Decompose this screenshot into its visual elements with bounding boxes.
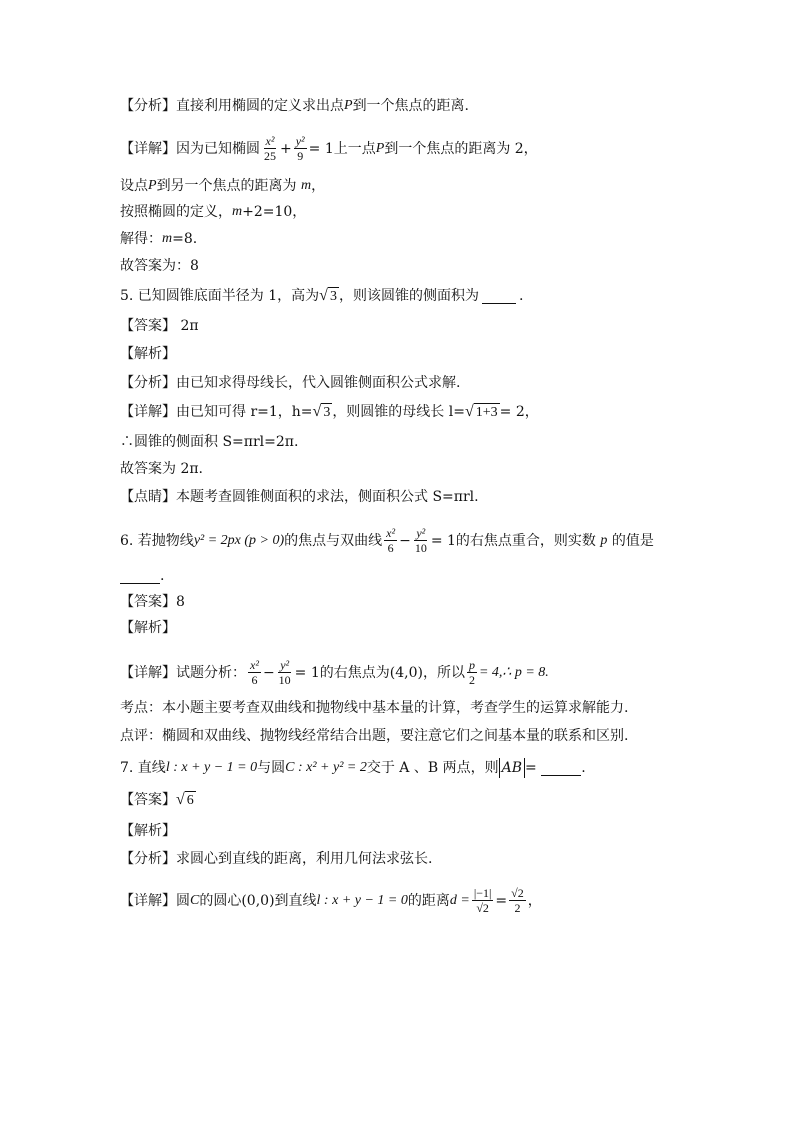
q5-area: ∴圆锥的侧面积 S=πrl=2π. — [120, 434, 299, 450]
q7-detail: 【详解】 圆 C 的圆心 (0,0) 到直线 l : x + y − 1 = 0 的距离 d = $\frac{|-1|}{√2}$ = $\frac{√2}{2}$ ， — [120, 886, 542, 915]
analysis-tag: 【分析】 — [120, 98, 176, 114]
q7-answer: 【答案】 √ 6 — [120, 790, 194, 808]
q5-comment: 【点睛】 本题考查圆锥侧面积的求法，侧面积公式 S=πrl. — [120, 489, 479, 505]
q6-blank-line: . — [120, 566, 164, 586]
q5-detail: 【详解】 由已知可得 r=1，h= √ 3 ，则圆锥的母线长 l= √ 1+3 = 2， — [120, 402, 539, 420]
fraction: $\frac{\text{y²}}{9}$ — [295, 134, 305, 163]
q7-analysis: 【分析】 求圆心到直线的距离，利用几何法求弦长. — [120, 851, 433, 867]
q5-explain: 【解析】 — [120, 346, 176, 362]
q5-answer: 【答案】 2π — [120, 318, 199, 334]
q6-kaodian: 考点：本小题主要考查双曲线和抛物线中基本量的计算，考查学生的运算求解能力. — [120, 700, 629, 716]
q7-stem: 7. 直线 l : x + y − 1 = 0 与圆 C : x² + y² = 2 交于 A 、B 两点，则 AB = . — [120, 760, 586, 776]
q4-detail-line: 【详解】 因为已知椭圆 $\frac{\text{x²}}{25}$ + $\frac{\text{y²}}{9}$ = 1 上一点 P 到一个焦点的距离为 2， — [120, 134, 538, 163]
q6-detail: 【详解】 试题分析： $\frac{\text{x²}}{6}$ − $\frac{\text{y²}}{10}$ = 1 的右焦点为 (4,0) ，所以 $\frac{p}{2}$ = 4,∴ p = 8. — [120, 658, 549, 687]
q4-line4: 解得： m =8. — [120, 231, 198, 247]
answer-blank — [482, 289, 516, 304]
fraction: $\frac{\text{x²}}{25}$ — [264, 134, 276, 163]
q6-answer: 【答案】 8 — [120, 594, 185, 610]
q6-dianping: 点评：椭圆和双曲线、抛物线经常结合出题，要注意它们之间基本量的联系和区别. — [120, 728, 629, 744]
q6-stem: 6. 若抛物线 y² = 2px (p > 0) 的焦点与双曲线 $\frac{\text{x²}}{6}$ − $\frac{\text{y²}}{10}$ = 1 的右焦点重合，则实数 p 的值是 — [120, 526, 654, 555]
answer-blank — [120, 569, 160, 584]
q5-final: 故答案为 2π. — [120, 461, 204, 477]
q4-line3: 按照椭圆的定义， m +2=10， — [120, 204, 307, 220]
q7-explain: 【解析】 — [120, 823, 176, 839]
q4-line2: 设点 P 到另一个焦点的距离为 m ， — [120, 178, 326, 194]
detail-tag: 【详解】 — [120, 140, 176, 157]
q4-final: 故答案为：8 — [120, 258, 199, 274]
sqrt: √ 3 — [319, 286, 337, 304]
q4-analysis-line: 【分析】 直接利用椭圆的定义求出点 P 到一个焦点的距离. — [120, 98, 470, 114]
q6-explain: 【解析】 — [120, 620, 176, 636]
answer-blank — [541, 761, 581, 776]
q5-analysis: 【分析】 由已知求得母线长，代入圆锥侧面积公式求解. — [120, 375, 461, 391]
q5-stem: 5. 已知圆锥底面半径为 1，高为 √ 3 ，则该圆锥的侧面积为 . — [120, 286, 524, 304]
